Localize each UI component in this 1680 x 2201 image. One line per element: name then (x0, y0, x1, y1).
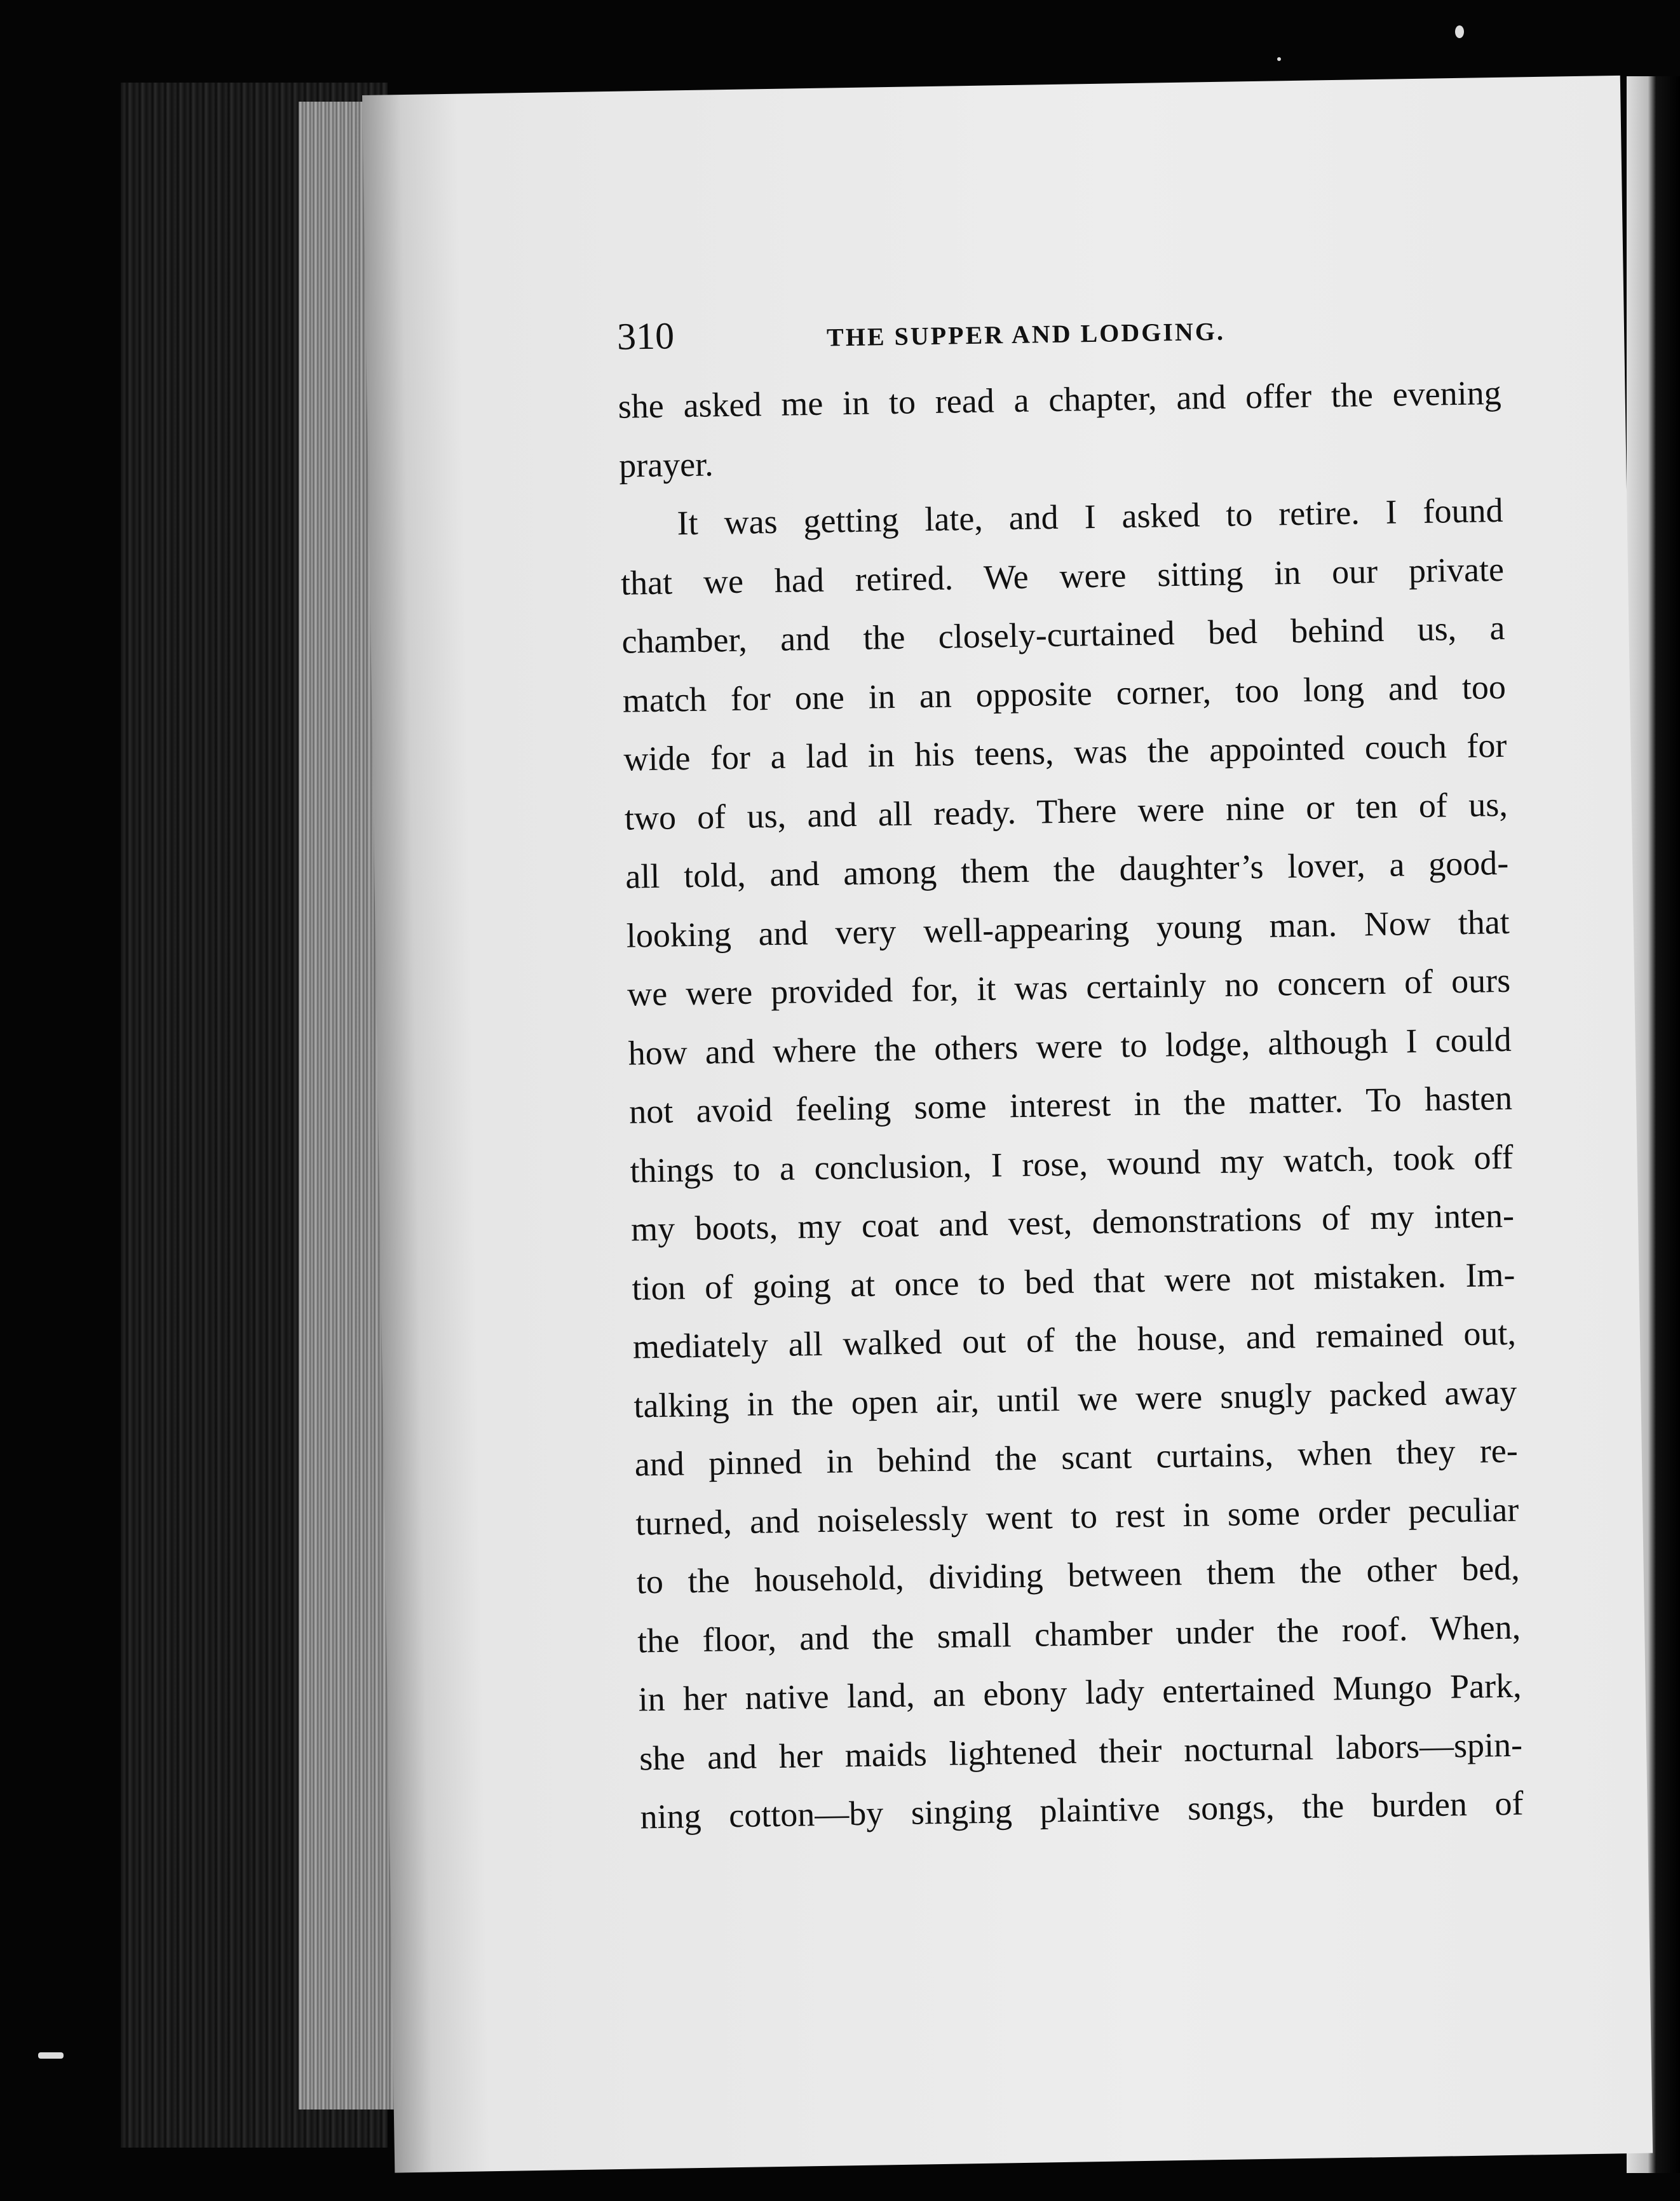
text-line: and pinned in behind the scant curtains, when they re- (634, 1431, 1519, 1484)
running-head (616, 294, 1501, 377)
text-line: all told, and among them the daughter’s lover, a good- (625, 843, 1509, 896)
text-line: match for one in an opposite corner, too long and too (622, 667, 1507, 720)
text-line: that we had retired. We were sitting in our private (620, 550, 1505, 602)
text-line: in her native land, an ebony lady entertained Mungo Park, (638, 1666, 1522, 1719)
page-number: 310 (616, 315, 675, 358)
text-line: we were provided for, it was certainly no concern of ours (627, 961, 1511, 1013)
text-line: turned, and noiselessly went to rest in some order peculiar (635, 1490, 1519, 1543)
text-line: how and where the others were to lodge, although I could (628, 1020, 1512, 1073)
text-line: my boots, my coat and vest, demonstrations of my inten- (630, 1196, 1515, 1249)
text-line: ning cotton—by singing plaintive songs, the burden of (640, 1784, 1524, 1836)
body-text (618, 363, 1524, 1846)
text-line: not avoid feeling some interest in the matter. To hasten (628, 1078, 1513, 1131)
text-line: chamber, and the closely-curtained bed behind us, a (621, 608, 1505, 661)
text-line: tion of going at once to bed that were not mistaken. Im- (632, 1255, 1515, 1308)
text-line: prayer. (618, 444, 714, 485)
text-line: to the household, dividing between them the other bed, (636, 1548, 1521, 1601)
text-line: looking and very well-appearing young man. Now that (626, 902, 1510, 955)
text-line: mediately all walked out of the house, and remained out, (632, 1313, 1517, 1366)
text-line: the floor, and the small chamber under the roof. When, (637, 1608, 1521, 1660)
scan-speck (38, 2052, 64, 2059)
text-line: she asked me in to read a chapter, and offer the evening (618, 373, 1502, 426)
text-line: things to a conclusion, I rose, wound my watch, took off (630, 1137, 1514, 1190)
page-text (616, 294, 1524, 1846)
scan-speck (1277, 57, 1281, 61)
text-line: she and her maids lightened their nocturnal labors—spin- (639, 1725, 1523, 1777)
running-title: THE SUPPER AND LODGING. (826, 316, 1226, 352)
text-line: It was getting late, and I asked to retire. I found (677, 491, 1503, 543)
text-line: wide for a lad in his teens, was the appointed couch for (623, 726, 1507, 778)
scan-speck (1455, 25, 1464, 38)
book-page (362, 76, 1653, 2173)
text-line: talking in the open air, until we were snugly packed away (633, 1372, 1517, 1425)
text-line: two of us, and all ready. There were nine or ten of us, (624, 785, 1508, 837)
